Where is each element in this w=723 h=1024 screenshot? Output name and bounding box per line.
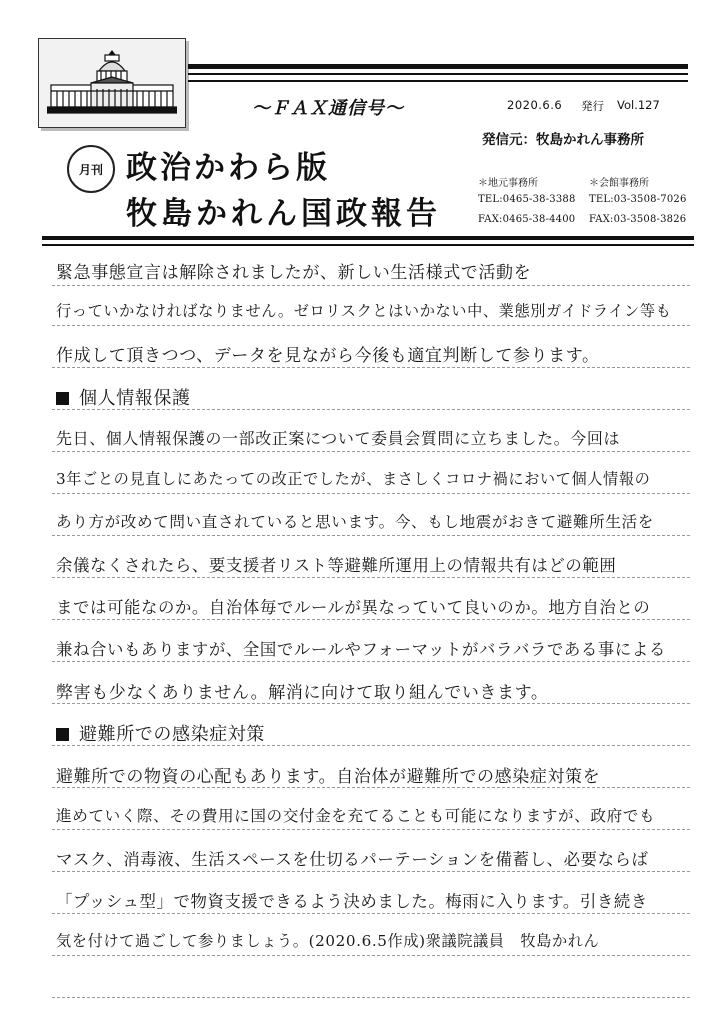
sender: 発信元：牧島かれん事務所 [482, 132, 644, 148]
heading-bullet-icon [56, 728, 69, 741]
fax-title: ～ＦＡＸ通信号～ [252, 98, 404, 119]
header-rule-bottom [188, 80, 688, 82]
local-office-heading: ＊地元事務所 [478, 178, 538, 189]
body-line: 兼ね合いもありますが、全国でルールやフォーマットがバラバラである事による [56, 640, 666, 659]
body-line: 緊急事態宣言は解除されましたが、新しい生活様式で活動を [56, 263, 532, 283]
body-line: 「プッシュ型」で物資支援できるよう決めました。梅雨に入ります。引き続き [56, 892, 648, 911]
kaikan-office-tel: TEL:03-3508-7026 [589, 194, 687, 205]
section-heading-privacy [56, 384, 696, 410]
issue-date: 2020.6.6 [507, 98, 563, 112]
body-line: マスク、消毒液、生活スペースを仕切るパーテーションを備蓄し、必要ならば [56, 850, 649, 869]
body-line: 避難所での物資の心配もあります。自治体が避難所での感染症対策を [56, 767, 601, 787]
body-top-rule-thick [42, 236, 694, 240]
body-line: 3年ごとの見直しにあたっての改正でしたが、まさしくコロナ禍において個人情報の [56, 470, 651, 488]
body-top-rule-thin [42, 244, 694, 246]
body-line: 先日、個人情報保護の一部改正案について委員会質問に立ちました。今回は [56, 429, 621, 448]
body-line: 余儀なくされたら、要支援者リスト等避難所運用上の情報共有はどの範囲 [56, 556, 617, 575]
section-heading-text: 避難所での感染症対策 [79, 724, 265, 745]
heading-bullet-icon [56, 392, 69, 405]
section-heading-text: 個人情報保護 [79, 388, 191, 409]
section-heading-shelter [56, 720, 696, 746]
newsletter-subtitle: 牧島かれん国政報告 [126, 196, 441, 232]
header-rule-top [188, 64, 688, 69]
newsletter-title: 政治かわら版 [126, 150, 330, 186]
issue-volume: Vol.127 [617, 98, 660, 112]
logo-box [38, 38, 186, 128]
body-line: あり方が改めて問い直されていると思います。今、もし地震がおきて避難所生活を [56, 513, 654, 531]
local-office-fax: FAX:0465-38-4400 [478, 214, 576, 225]
body-line: 作成して頂きつつ、データを見ながら今後も適宜判断して参ります。 [56, 346, 600, 366]
header-rule-mid [188, 73, 688, 75]
diet-building-icon [47, 49, 177, 119]
kaikan-office-fax: FAX:03-3508-3826 [589, 214, 687, 225]
local-office-tel: TEL:0465-38-3388 [478, 194, 576, 205]
body-line: 気を付けて過ごして参りましょう。(2020.6.5作成)衆議院議員 牧島かれん [56, 932, 600, 950]
body-line: 行っていかなければなりません。ゼロリスクとはいかない中、業態別ガイドライン等も [56, 302, 672, 320]
body-line: 弊害も少なくありません。解消に向けて取り組んでいきます。 [56, 683, 549, 703]
monthly-badge: 月刊 [67, 145, 115, 193]
body-line: 進めていく際、その費用に国の交付金を充てることも可能になりますが、政府でも [56, 807, 656, 825]
kaikan-office-heading: ＊会館事務所 [589, 178, 649, 189]
issue-label: 発行 [581, 99, 604, 113]
body-line: までは可能なのか。自治体毎でルールが異なっていて良いのか。地方自治との [56, 598, 651, 617]
